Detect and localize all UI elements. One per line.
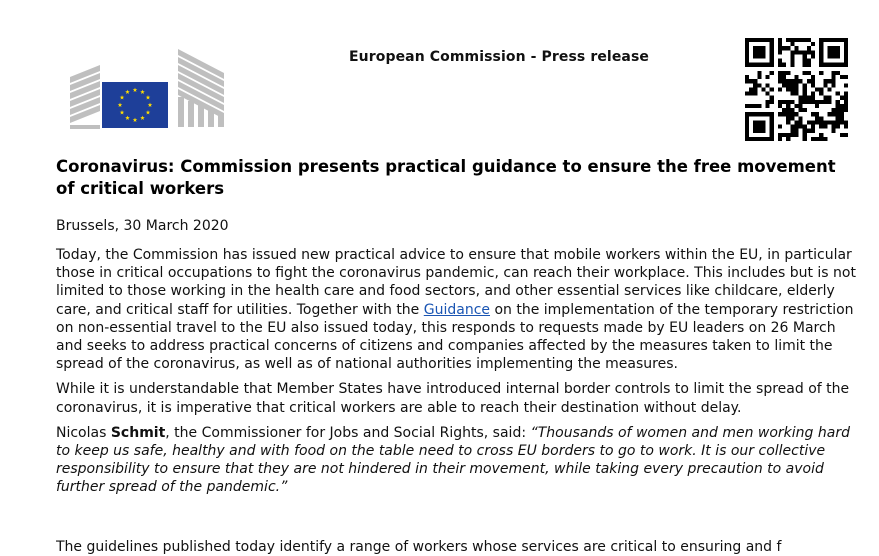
guidance-link[interactable]: Guidance bbox=[423, 301, 491, 318]
intro-text-start: Today, the Commission has issued new practical advice to ensure that mobile workers within the EU, in particular those in critical occupations to fight the coronavirus pandemic, can reach their workplace. This includes but is not limited to those working in the health care and food sectors, and other essential services like childcare, elderly care, and critical staff for utilities. Together with the bbox=[56, 247, 856, 318]
eu-flag-building-logo-icon bbox=[68, 47, 226, 131]
commissioner-name: Schmit bbox=[110, 424, 166, 441]
article-body bbox=[56, 246, 856, 504]
paragraph-quote bbox=[56, 424, 856, 497]
document-type-label: European Commission - Press release bbox=[349, 49, 650, 65]
commissioner-quote: “Thousands of women and men working hard to keep us safe, healthy and with food on the table need to cross EU borders to go to work. It is our collective responsibility to ensure that they are not hindered in their movement, while taking every precaution to avoid further spread of the pandemic.” bbox=[56, 424, 850, 496]
paragraph-intro bbox=[56, 246, 856, 373]
quote-lead-in: Nicolas bbox=[56, 424, 111, 441]
press-release-title: Coronavirus: Commission presents practical guidance to ensure the free movement of critical workers bbox=[56, 157, 836, 198]
intro-text-end: on the implementation of the temporary restriction on non-essential travel to the EU also issued today, this responds to requests made by EU leaders on 26 March and seeks to address practical concerns of citizens and companies affected by the measures taken to limit the spread of the coronavirus, as well as of national authorities implementing the measures. bbox=[56, 301, 854, 373]
paragraph-border-controls: While it is understandable that Member States have introduced internal border controls to limit the spread of the coronavirus, it is imperative that critical workers are able to reach their destination without delay. bbox=[56, 381, 850, 416]
quote-attribution: , the Commissioner for Jobs and Social Rights, said: bbox=[165, 424, 531, 441]
qr-code-icon bbox=[745, 38, 848, 141]
dateline: Brussels, 30 March 2020 bbox=[56, 218, 229, 234]
paragraph-guidelines-partial: The guidelines published today identify a range of workers whose services are critical to ensuring and f bbox=[56, 539, 782, 555]
